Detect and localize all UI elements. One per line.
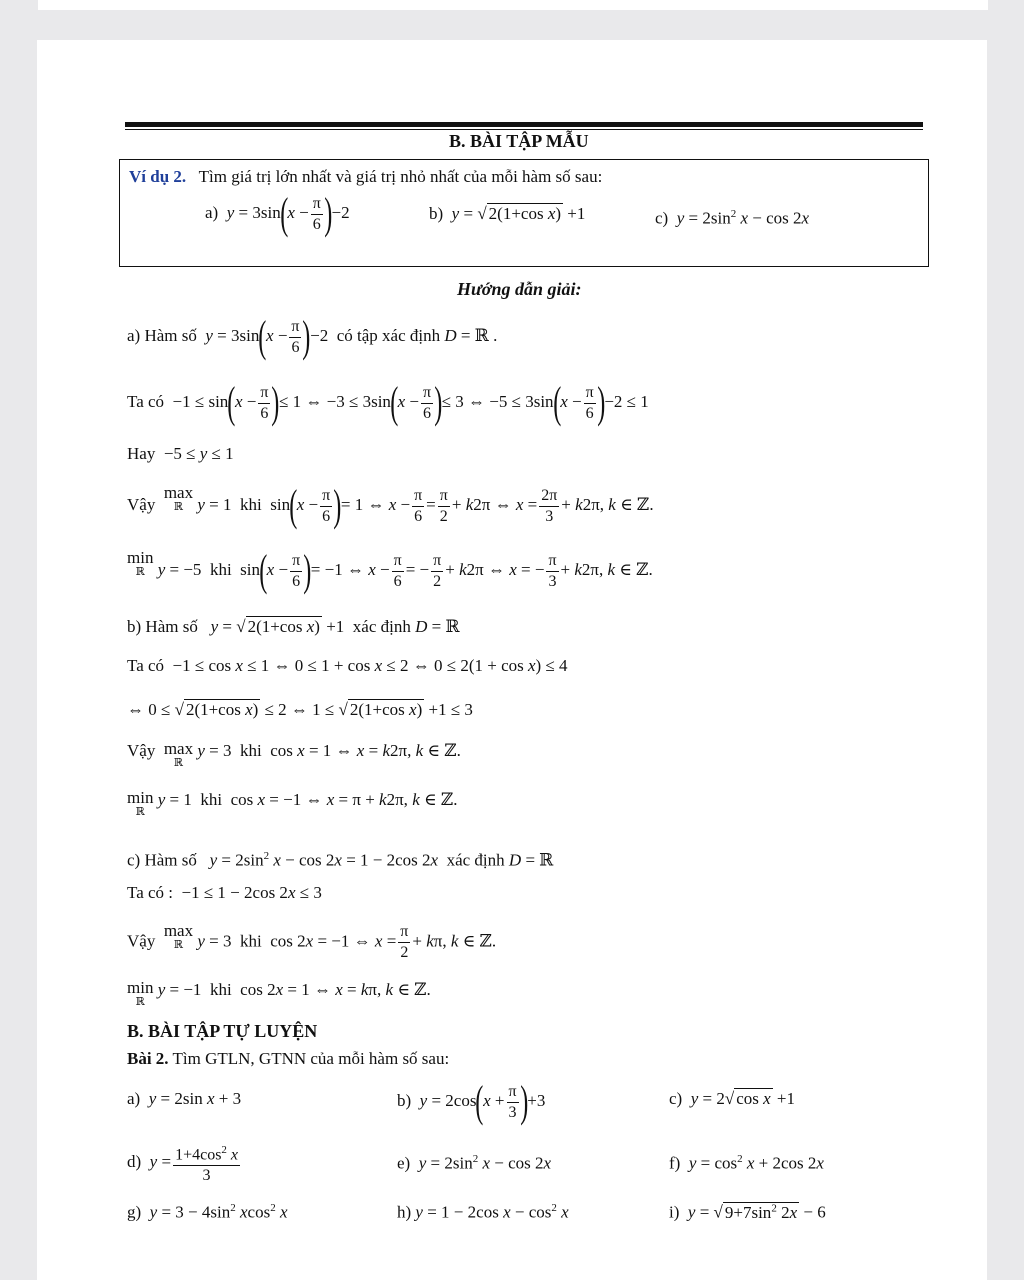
solution-a-inequality: Ta có −1 ≤ sin(x − $\frac{\pi}{6}$ )≤ 1 ⇔ −3 ≤ 3sin(x − $\frac{\pi}{6}$ )≤ 3 ⇔ −5 ≤ 3sin(x − $\frac{\pi}{6}$ )−2 ≤ 1 bbox=[127, 378, 649, 427]
solution-b-sqrt-range: ⇔ 0 ≤ √ 2(1+cos x) ≤ 2 ⇔ 1 ≤ √ 2(1+cos x) +1 ≤ 3 bbox=[127, 700, 473, 719]
previous-page-edge bbox=[38, 0, 988, 10]
exercise-item-f: f) $y = \cos^2 x + 2\cos$ 2x bbox=[669, 1153, 824, 1173]
solution-a-intro: a) Hàm số y = 3sin(x − $\frac{\pi}{6}$ )−2 có tập xác định D = ℝ . bbox=[127, 312, 498, 361]
solution-c-inequality: Ta có : −1 ≤ 1 − 2cos 2x ≤ 3 bbox=[127, 883, 322, 902]
solution-a-max: Vậy max ℝ y = 1 khi sin(x − $\frac{\pi}{6}$ )= 1 ⇔ x − $\frac{\pi}{6}$ = $\frac{\pi}{2}$ + k2π ⇔ x = $\frac{2\pi}{3}$ + k2π, k ∈ ℤ. bbox=[127, 481, 654, 530]
solution-c-max: Vậy max ℝ y = 3 khi cos 2x = −1 ⇔ x = $\frac{\pi}{2}$ + kπ, k ∈ ℤ. bbox=[127, 921, 497, 961]
example-prompt-text: Tìm giá trị lớn nhất và giá trị nhỏ nhất của mỗi hàm số sau: bbox=[198, 167, 603, 186]
exercise-item-h: h) y = 1 − 2cos $x - \cos^2 x$ bbox=[397, 1202, 569, 1222]
header-rule-thick bbox=[125, 122, 923, 127]
solution-c-intro: c) Hàm số $y = 2\sin^2$ x − cos 2x = 1 − 2cos 2x xác định D = ℝ bbox=[127, 850, 554, 870]
example-item-a: a) y = 3sin(x − $\frac{\pi}{6}$ )−2 bbox=[205, 189, 350, 238]
example-label: Ví dụ 2. bbox=[129, 167, 187, 186]
example-prompt bbox=[129, 166, 602, 188]
exercise-label: Bài 2. bbox=[127, 1049, 169, 1068]
section-practice-title: B. BÀI TẬP TỰ LUYỆN bbox=[127, 1021, 318, 1041]
solution-b-intro: b) Hàm số y = √ 2(1+cos x) +1 xác định D = ℝ bbox=[127, 617, 460, 636]
section-sample-title: B. BÀI TẬP MẪU bbox=[449, 131, 589, 151]
guide-title: Hướng dẫn giải: bbox=[457, 279, 582, 299]
exercise-prompt bbox=[127, 1048, 449, 1070]
solution-b-min: min ℝ y = 1 khi cos x = −1 ⇔ x = π + k2π, k ∈ ℤ. bbox=[127, 788, 458, 818]
exercise-item-g: g) $y = 3 - 4\sin^2$ xcos$^2$ x bbox=[127, 1202, 288, 1222]
example-item-c: c) $y = 2\sin^2$ x − cos 2x bbox=[655, 208, 810, 228]
solution-b-max: Vậy max ℝ y = 3 khi cos x = 1 ⇔ x = k2π, k ∈ ℤ. bbox=[127, 739, 461, 769]
exercise-item-c: c) y = 2√ cos x +1 bbox=[669, 1089, 796, 1108]
solution-c-min: min ℝ y = −1 khi cos 2x = 1 ⇔ x = kπ, k ∈ ℤ. bbox=[127, 978, 431, 1008]
solution-a-range: Hay −5 ≤ y ≤ 1 bbox=[127, 444, 234, 463]
solution-a-min: min ℝ y = −5 khi sin(x − $\frac{\pi}{6}$ )= −1 ⇔ x − $\frac{\pi}{6}$ = − $\frac{\pi}{2}$ + k2π ⇔ x = − $\frac{\pi}{3}$ + k2π, k ∈ ℤ. bbox=[127, 546, 653, 595]
exercise-prompt-text: Tìm GTLN, GTNN của mỗi hàm số sau: bbox=[172, 1049, 450, 1068]
exercise-item-i: i) y = √ $9+7\sin^2$ 2x − 6 bbox=[669, 1202, 826, 1222]
exercise-item-d: d) y = $\frac{1+4\cos^2 x}{3}$ bbox=[127, 1140, 242, 1186]
example-item-b: b) y = √ 2(1+cos x) +1 bbox=[429, 204, 586, 223]
solution-b-inequality: Ta có −1 ≤ cos x ≤ 1 ⇔ 0 ≤ 1 + cos x ≤ 2 ⇔ 0 ≤ 2(1 + cos x) ≤ 4 bbox=[127, 656, 568, 675]
document-page bbox=[37, 40, 987, 1280]
exercise-item-e: e) $y = 2\sin^2$ x − cos 2x bbox=[397, 1153, 552, 1173]
exercise-item-a: a) y = 2sin x + 3 bbox=[127, 1089, 242, 1108]
exercise-item-b: b) y = 2cos(x + $\frac{\pi}{3}$ )+3 bbox=[397, 1077, 546, 1126]
